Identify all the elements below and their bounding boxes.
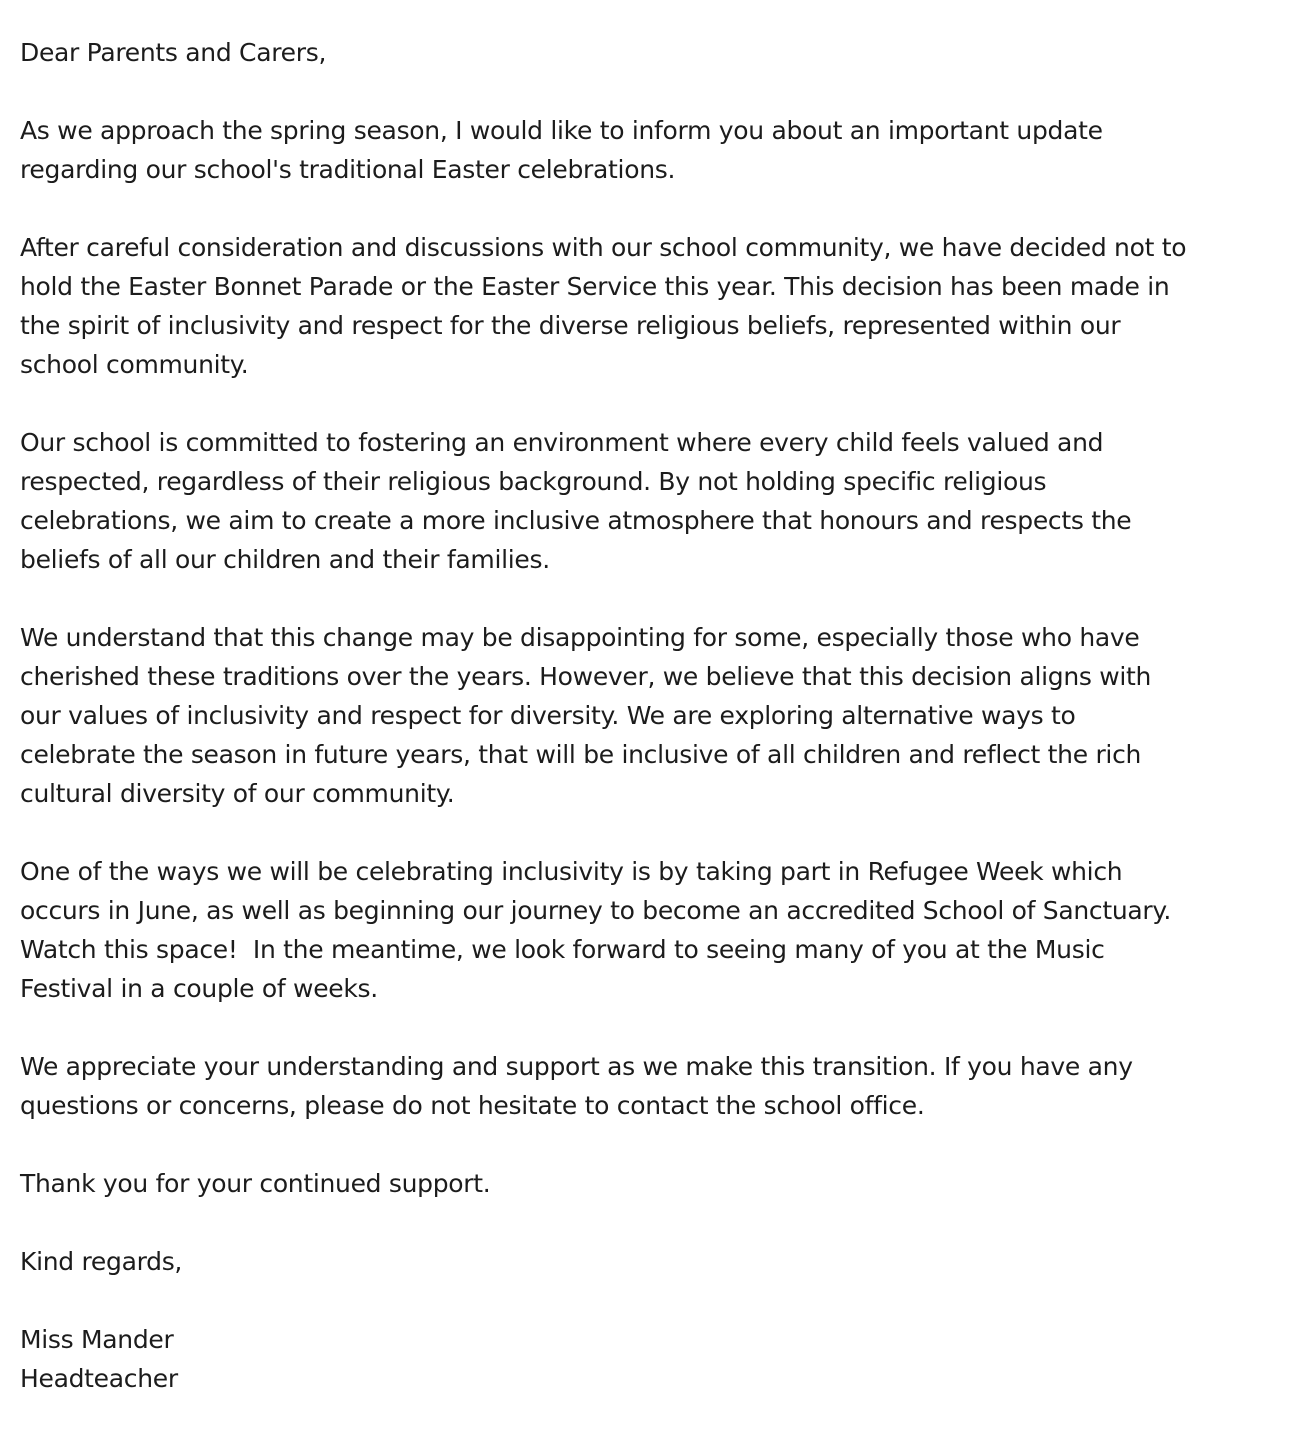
paragraph-line: Watch this space! In the meantime, we look forward to seeing many of you at the Music [20,935,1105,964]
paragraph-line: After careful consideration and discussions with our school community, we have decided not to [20,233,1187,262]
paragraph-refugee-week [20,852,1275,1008]
paragraph-line: hold the Easter Bonnet Parade or the Easter Service this year. This decision has been made in [20,272,1170,301]
paragraph-appreciation [20,1047,1275,1125]
paragraph-line: the spirit of inclusivity and respect for the diverse religious beliefs, represented within our [20,311,1121,340]
paragraph-line: Our school is committed to fostering an environment where every child feels valued and [20,428,1104,457]
paragraph-thanks [20,1164,1275,1203]
paragraph-line: cherished these traditions over the years. However, we believe that this decision aligns with [20,662,1152,691]
paragraph-line: One of the ways we will be celebrating inclusivity is by taking part in Refugee Week which [20,857,1123,886]
signature-name: Miss Mander [20,1325,174,1354]
paragraph-line: We understand that this change may be disappointing for some, especially those who have [20,623,1140,652]
signature-block [20,1320,1275,1398]
paragraph-line: celebrations, we aim to create a more inclusive atmosphere that honours and respects the [20,506,1132,535]
paragraph-understanding [20,618,1275,813]
paragraph-line: cultural diversity of our community. [20,779,455,808]
salutation [20,33,1275,72]
paragraph-line: respected, regardless of their religious background. By not holding specific religious [20,467,1047,496]
paragraph-line: questions or concerns, please do not hesitate to contact the school office. [20,1091,925,1120]
paragraph-line: beliefs of all our children and their families. [20,545,550,574]
paragraph-line: our values of inclusivity and respect for diversity. We are exploring alternative ways to [20,701,1076,730]
letter-body [20,33,1275,1437]
signature-title: Headteacher [20,1364,178,1393]
paragraph-decision [20,228,1275,384]
paragraph-line: Thank you for your continued support. [20,1169,491,1198]
paragraph-commitment [20,423,1275,579]
paragraph-line: We appreciate your understanding and support as we make this transition. If you have any [20,1052,1133,1081]
salutation-text: Dear Parents and Carers, [20,38,327,67]
paragraph-line: regarding our school's traditional Easter celebrations. [20,155,676,184]
paragraph-easter-update [20,111,1275,189]
closing [20,1242,1275,1281]
paragraph-line: As we approach the spring season, I would like to inform you about an important update [20,116,1103,145]
closing-text: Kind regards, [20,1247,183,1276]
paragraph-line: celebrate the season in future years, that will be inclusive of all children and reflect the rich [20,740,1142,769]
paragraph-line: Festival in a couple of weeks. [20,974,378,1003]
paragraph-line: school community. [20,350,249,379]
paragraph-line: occurs in June, as well as beginning our journey to become an accredited School of Sanctuary. [20,896,1171,925]
